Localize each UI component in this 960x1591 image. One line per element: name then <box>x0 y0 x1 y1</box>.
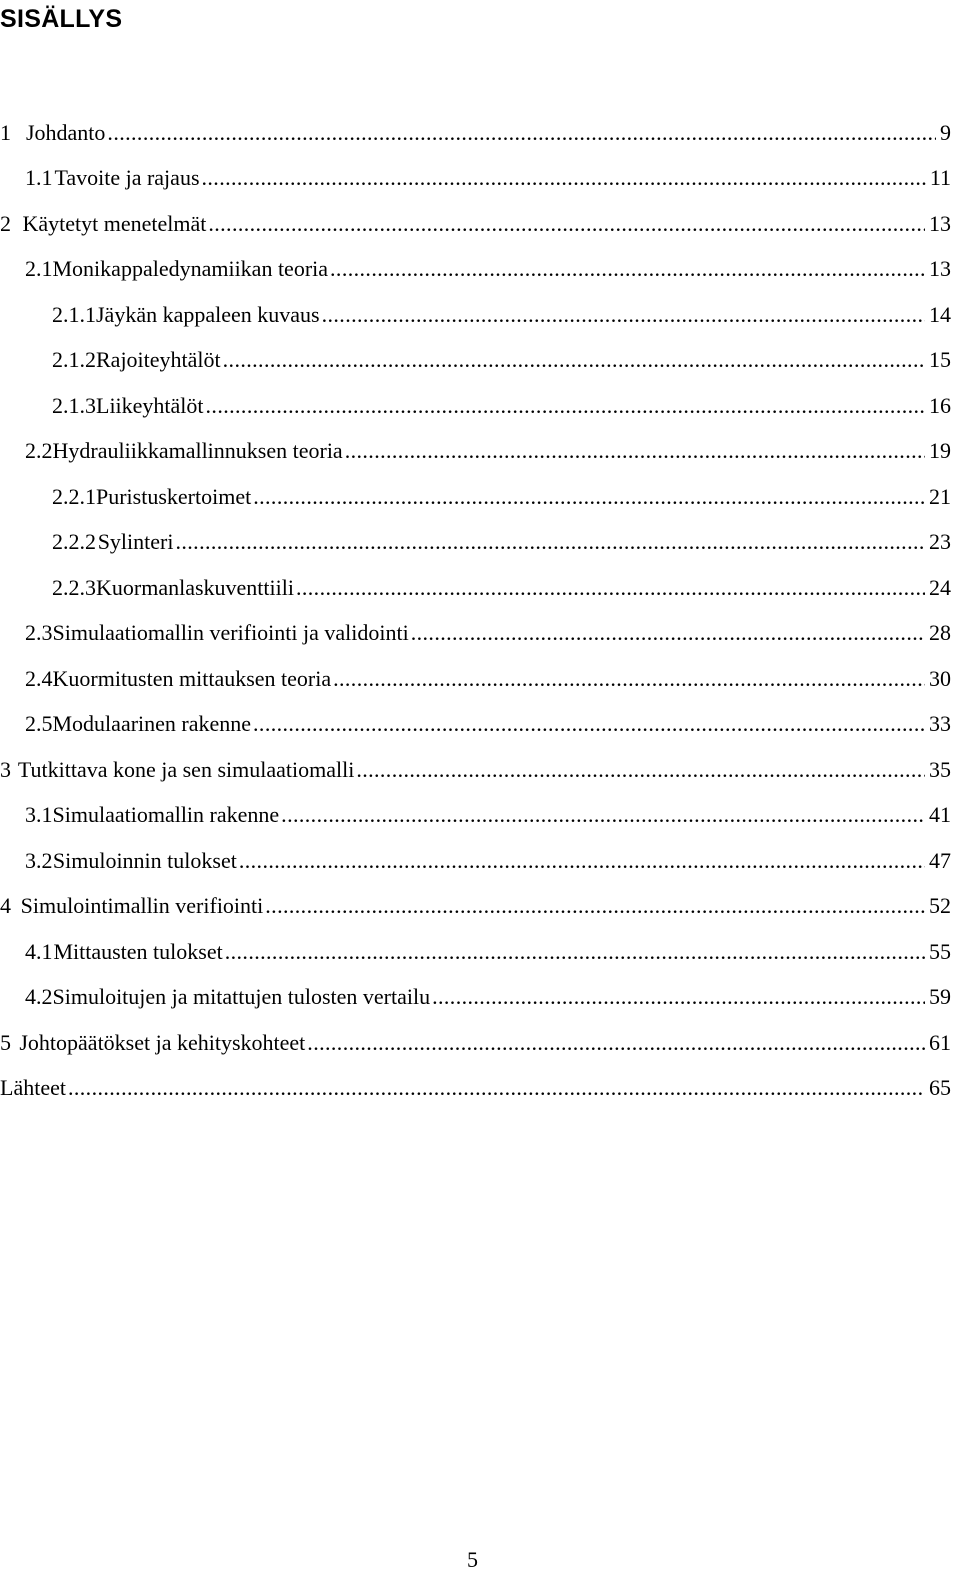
toc-leader-dots <box>281 801 925 829</box>
toc-entry-page: 14 <box>929 301 951 327</box>
toc-entry[interactable] <box>0 474 951 520</box>
toc-entry[interactable] <box>0 110 951 156</box>
toc-entry[interactable] <box>0 793 951 839</box>
toc-entry[interactable] <box>0 1066 951 1112</box>
toc-entry-page: 33 <box>929 711 951 737</box>
toc-leader-dots <box>107 119 936 147</box>
toc-entry-number: 2.5 <box>25 711 53 737</box>
toc-entry-title: Kuormanlaskuventtiili <box>96 574 294 600</box>
toc-entry[interactable] <box>0 247 951 293</box>
toc-entry-number: 2.1 <box>25 256 53 282</box>
toc-entry-title: Simulaatiomallin verifiointi ja validointi <box>52 620 409 646</box>
toc-entry-title: Tutkittava kone ja sen simulaatiomalli <box>17 756 355 782</box>
toc-entry-number: 1.1 <box>25 165 53 191</box>
toc-entry-page: 21 <box>929 483 951 509</box>
toc-entry-page: 28 <box>929 620 951 646</box>
toc-entry-page: 35 <box>929 756 951 782</box>
toc-entry-title: Jäykän kappaleen kuvaus <box>96 301 320 327</box>
toc-entry-page: 59 <box>929 984 951 1010</box>
toc-entry[interactable] <box>0 338 951 384</box>
toc-leader-dots <box>68 1074 925 1102</box>
toc-entry-page: 11 <box>929 165 951 191</box>
toc-entry-page: 30 <box>929 665 951 691</box>
toc-entry-number: 1 <box>0 119 11 145</box>
toc-entry-title: Liikeyhtälöt <box>96 392 204 418</box>
toc-leader-dots <box>225 938 925 966</box>
toc-leader-dots <box>432 983 925 1011</box>
toc-entry-title: Monikappaledynamiikan teoria <box>52 256 329 282</box>
toc-leader-dots <box>356 756 925 784</box>
toc-leader-dots <box>206 392 925 420</box>
toc-entry-number: 3 <box>0 756 11 782</box>
toc-entry-page: 24 <box>929 574 951 600</box>
toc-entry[interactable] <box>0 383 951 429</box>
toc-entry[interactable] <box>0 156 951 202</box>
toc-entry-page: 41 <box>929 802 951 828</box>
toc-entry-page: 13 <box>929 256 951 282</box>
toc-entry-number: 2 <box>0 210 11 236</box>
toc-entry[interactable] <box>0 611 951 657</box>
toc-leader-dots <box>175 528 925 556</box>
toc-leader-dots <box>296 574 925 602</box>
toc-entry-number: 4 <box>0 893 11 919</box>
toc-entry-number: 3.2 <box>25 847 53 873</box>
toc-entry[interactable] <box>0 565 951 611</box>
toc-entry-number: 3.1 <box>25 802 53 828</box>
toc-entry-title: Rajoiteyhtälöt <box>96 347 221 373</box>
toc-leader-dots <box>253 710 925 738</box>
toc-entry-number: 2.3 <box>25 620 53 646</box>
toc-entry[interactable] <box>0 838 951 884</box>
toc-entry[interactable] <box>0 656 951 702</box>
toc-entry[interactable] <box>0 1020 951 1066</box>
toc-entry-title: Puristuskertoimet <box>96 483 252 509</box>
toc-entry[interactable] <box>0 975 951 1021</box>
toc-entry-page: 47 <box>929 847 951 873</box>
toc-entry-title: Hydrauliikkamallinnuksen teoria <box>52 438 343 464</box>
toc-entry-title: Sylinteri <box>97 529 174 555</box>
page-number: 5 <box>467 1547 478 1572</box>
toc-leader-dots <box>411 619 925 647</box>
toc-entry-title: Simuloinnin tulokset <box>52 847 237 873</box>
toc-entry-page: 23 <box>929 529 951 555</box>
toc-entry-number: 2.2.1 <box>52 483 96 509</box>
toc-leader-dots <box>208 210 925 238</box>
toc-entry-title: Lähteet <box>0 1075 66 1101</box>
table-of-contents <box>0 110 951 1111</box>
toc-entry-number: 2.1.2 <box>52 347 96 373</box>
toc-entry-title: Simuloitujen ja mitattujen tulosten vertailu <box>52 984 431 1010</box>
toc-leader-dots <box>307 1029 925 1057</box>
toc-leader-dots <box>239 847 925 875</box>
toc-entry-number: 2.1.1 <box>52 301 96 327</box>
toc-entry-number: 2.2.2 <box>52 529 96 555</box>
toc-entry-page: 9 <box>940 119 951 145</box>
toc-entry-page: 19 <box>929 438 951 464</box>
toc-entry-number: 2.4 <box>25 665 53 691</box>
toc-entry-number: 5 <box>0 1029 11 1055</box>
toc-leader-dots <box>265 892 925 920</box>
toc-leader-dots <box>253 483 925 511</box>
toc-entry-page: 16 <box>929 392 951 418</box>
toc-entry-page: 13 <box>929 210 951 236</box>
page-title: SISÄLLYS <box>0 5 123 33</box>
toc-entry[interactable] <box>0 429 951 475</box>
toc-entry[interactable] <box>0 884 951 930</box>
toc-entry[interactable] <box>0 520 951 566</box>
toc-entry-title: Modulaarinen rakenne <box>52 711 252 737</box>
toc-leader-dots <box>333 665 925 693</box>
toc-leader-dots <box>202 164 926 192</box>
toc-entry-page: 52 <box>929 893 951 919</box>
toc-entry-title: Mittausten tulokset <box>53 938 223 964</box>
toc-entry-title: Johdanto <box>25 119 106 145</box>
toc-leader-dots <box>322 301 925 329</box>
toc-entry-number: 2.2 <box>25 438 53 464</box>
toc-entry[interactable] <box>0 929 951 975</box>
toc-entry[interactable] <box>0 747 951 793</box>
toc-entry-title: Tavoite ja rajaus <box>54 165 200 191</box>
toc-entry-title: Simulaatiomallin rakenne <box>52 802 280 828</box>
toc-leader-dots <box>330 255 925 283</box>
toc-entry-number: 4.1 <box>25 938 53 964</box>
toc-entry-page: 15 <box>929 347 951 373</box>
toc-entry-page: 55 <box>929 938 951 964</box>
toc-entry-title: Simulointimallin verifiointi <box>20 893 264 919</box>
toc-entry[interactable] <box>0 201 951 247</box>
toc-entry-number: 4.2 <box>25 984 53 1010</box>
toc-leader-dots <box>345 437 925 465</box>
toc-leader-dots <box>223 346 925 374</box>
toc-entry-title: Johtopäätökset ja kehityskohteet <box>19 1029 306 1055</box>
toc-entry[interactable] <box>0 702 951 748</box>
toc-entry-page: 65 <box>929 1075 951 1101</box>
toc-entry-title: Kuormitusten mittauksen teoria <box>52 665 332 691</box>
toc-entry-title: Käytetyt menetelmät <box>22 210 207 236</box>
toc-entry-page: 61 <box>929 1029 951 1055</box>
toc-entry[interactable] <box>0 292 951 338</box>
toc-entry-number: 2.1.3 <box>52 392 96 418</box>
toc-entry-number: 2.2.3 <box>52 574 96 600</box>
